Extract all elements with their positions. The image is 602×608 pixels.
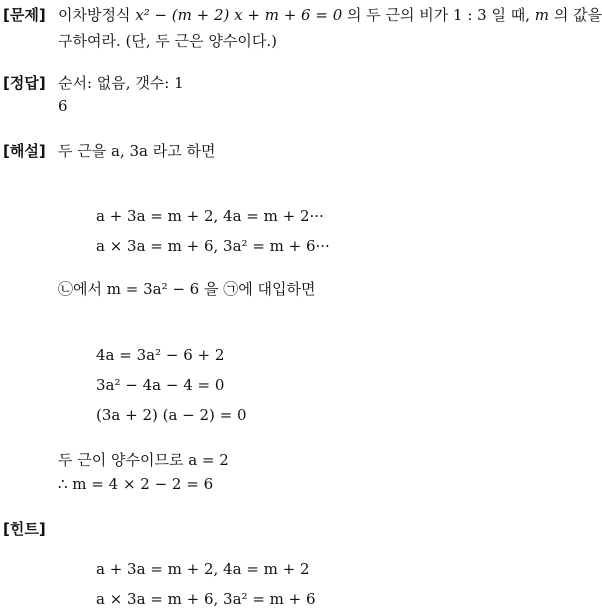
solution-step-3: (3a + 2) (a − 2) = 0 [96, 406, 247, 424]
solution-conclusion-1: 두 근이 양수이므로 a = 2 [58, 451, 229, 469]
problem-label: [문제] [3, 6, 46, 24]
problem-line-1 [58, 4, 602, 25]
hint-equation-2: a × 3a = m + 6, 3a² = m + 6 [96, 590, 316, 608]
solution-conclusion-2: ∴ m = 4 × 2 − 2 = 6 [58, 475, 214, 493]
hint-equation-1: a + 3a = m + 2, 4a = m + 2 [96, 560, 310, 578]
solution-equation-1: a + 3a = m + 2, 4a = m + 2··· [96, 207, 324, 225]
problem-equation: x² − (m + 2) x + m + 6 = 0 [135, 6, 343, 24]
solution-substitution: ㉡에서 m = 3a² − 6 을 ㉠에 대입하면 [58, 280, 316, 298]
hint-label: [힌트] [3, 520, 46, 538]
solution-intro: 두 근을 a, 3a 라고 하면 [58, 142, 216, 160]
problem-text-a: 이차방정식 [58, 6, 131, 24]
problem-line-2: 구하여라. (단, 두 근은 양수이다.) [58, 32, 277, 50]
solution-step-1: 4a = 3a² − 6 + 2 [96, 346, 225, 364]
problem-text-b: 의 두 근의 비가 1 : 3 일 때, [347, 6, 531, 24]
problem-variable-m: m [534, 6, 550, 24]
answer-line-1: 순서: 없음, 갯수: 1 [58, 74, 184, 92]
problem-text-c: 의 값을 [553, 6, 602, 24]
answer-label: [정답] [3, 74, 46, 92]
solution-label: [해설] [3, 142, 46, 160]
solution-step-2: 3a² − 4a − 4 = 0 [96, 376, 225, 394]
answer-value: 6 [58, 97, 68, 115]
solution-equation-2: a × 3a = m + 6, 3a² = m + 6··· [96, 237, 330, 255]
